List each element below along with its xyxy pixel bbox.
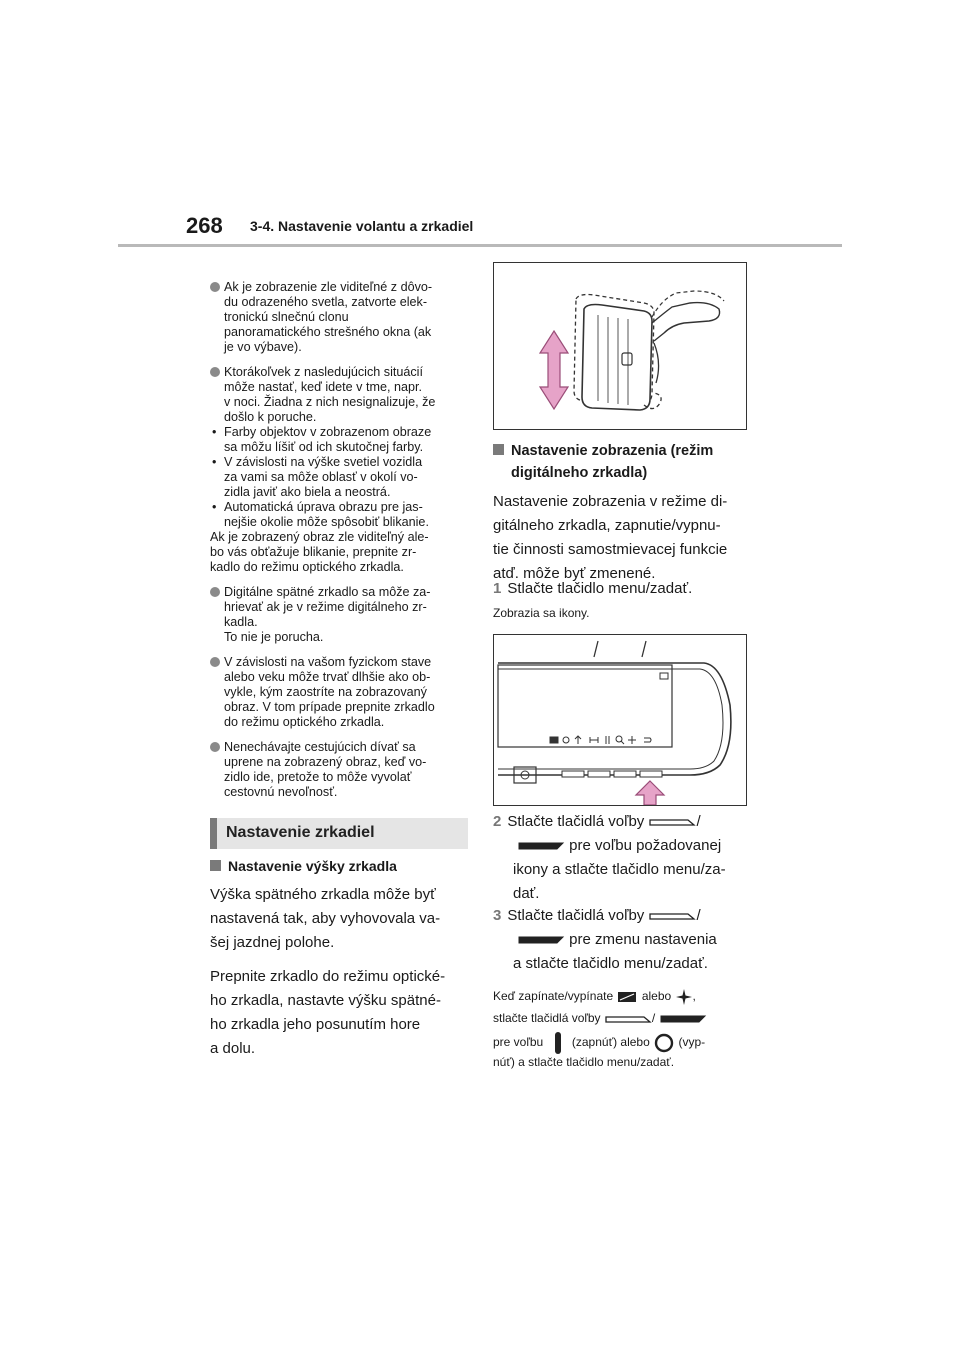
- intro-text: Nastavenie zobrazenia v režime di- gitálneho zrkadla, zapnutie/vypnu- tie činnosti samostmievacej funkcie atď. môže byť zmenené.: [493, 493, 728, 582]
- digital-mirror-figure: [493, 634, 747, 806]
- bullet-item: [210, 365, 472, 425]
- sub-bullet-icon: •: [212, 455, 217, 469]
- body-left: [210, 883, 472, 1071]
- select-down-button-icon: [659, 1014, 707, 1024]
- square-bullet-icon: [210, 860, 221, 871]
- bullet-text: Nenechávajte cestujúcich dívať sa uprene na zobrazený obraz, keď vo- zidlo ide, pretože to môže vyvolať cestovnú nevoľnosť.: [224, 740, 427, 799]
- subheading-display-adjust: Nastavenie zobrazenia (režim digitálneho zrkadla): [493, 440, 753, 484]
- bullet-icon: [210, 367, 220, 377]
- step-number: 1: [493, 580, 502, 597]
- trailing-text: Ak je zobrazený obraz zle viditeľný ale- bo vás obťažuje blikanie, prepnite zr- kadlo do režimu optického zrkadla.: [210, 530, 429, 574]
- mirror-mode-icon: [616, 990, 638, 1004]
- sub-item-text: V závislosti na výške svetiel vozidla za vami sa môže oblasť v okolí vo- zidla javiť ako biela a neostrá.: [224, 455, 423, 499]
- select-up-button-icon: [648, 817, 696, 827]
- paragraph: Výška spätného zrkadla môže byť nastavená tak, aby vyhovovala va- šej jazdnej polohe.: [210, 886, 441, 951]
- subheading-mirror-height: Nastavenie výšky zrkadla: [210, 858, 397, 874]
- section-title: 3-4. Nastavenie volantu a zrkadiel: [250, 218, 474, 234]
- sparkle-icon: [675, 988, 693, 1006]
- step-3: 3 Stlačte tlačidlá voľby / pre zmenu nastavenia a stlačte tlačidlo menu/zadať.: [493, 907, 717, 972]
- bullet-text: Ktorákoľvek z nasledujúcich situácií môže nastať, keď idete v tme, napr. v noci. Žiadna z nich nesignalizuje, že došlo k poruche.: [224, 365, 436, 424]
- digital-mirror-illustration: [494, 635, 746, 805]
- toggle-off-icon: [653, 1032, 675, 1054]
- select-down-button-icon: [517, 841, 565, 851]
- sub-item-text: Farby objektov v zobrazenom obraze sa môžu líšiť od ich skutočnej farby.: [224, 425, 432, 454]
- select-up-button-icon: [648, 911, 696, 921]
- bullet-text: V závislosti na vašom fyzickom stave alebo veku môže trvať dlhšie ako ob- vykle, kým zaostríte na zobrazovaný obraz. V tom prípade prepnite zrkadlo do režimu optického zrkadla.: [224, 655, 435, 729]
- select-down-button-icon: [517, 935, 565, 945]
- sub-item: [210, 455, 472, 500]
- paragraph: Prepnite zrkadlo do režimu optické- ho zrkadla, nastavte výšku spätné- ho zrkadla jeho posunutím hore a dolu.: [210, 968, 446, 1057]
- toggle-on-icon: [547, 1031, 569, 1055]
- step-1-note: Zobrazia sa ikony.: [493, 606, 590, 620]
- sub-item: [210, 425, 472, 455]
- bullet-item: [210, 280, 472, 355]
- bullet-icon: [210, 282, 220, 292]
- page-number: 268: [186, 213, 223, 238]
- bullet-item: [210, 655, 472, 730]
- square-bullet-icon: [493, 444, 504, 455]
- step-number: 2: [493, 813, 502, 830]
- step-1: 1 Stlačte tlačidlo menu/zadať.: [493, 580, 693, 597]
- bullet-icon: [210, 657, 220, 667]
- sub-item-text: Automatická úprava obrazu pre jas- nejšie okolie môže spôsobiť blikanie.: [224, 500, 429, 529]
- sub-bullet-icon: •: [212, 500, 217, 514]
- sub-bullet-icon: •: [212, 425, 217, 439]
- up-arrow-icon: [636, 781, 664, 805]
- bullet-icon: [210, 587, 220, 597]
- left-column: [210, 280, 472, 810]
- select-up-button-icon: [604, 1014, 652, 1024]
- bullet-text: Digitálne spätné zrkadlo sa môže za- hrievať ak je v režime digitálneho zr- kadla. To nie je porucha.: [224, 585, 431, 644]
- mirror-adjust-illustration: [494, 263, 746, 429]
- bullet-text: Ak je zobrazenie zle viditeľné z dôvo- du odrazeného svetla, zatvorte elek- tronickú slnečnú clonu panoramatického strešného okna (ak je vo výbave).: [224, 280, 433, 354]
- bullet-item: [210, 740, 472, 800]
- section-heading-box: [210, 818, 468, 849]
- toggle-note: Keď zapínate/vypínate alebo , stlačte tlačidlá voľby / pre voľbu (zapnúť) alebo (vyp- núť) a stlačte tlačidlo menu/zadať.: [493, 989, 706, 1069]
- section-heading: Nastavenie zrkadiel: [226, 824, 375, 841]
- header-rule: [118, 244, 842, 247]
- up-down-arrow-icon: [540, 331, 568, 409]
- step-number: 3: [493, 907, 502, 924]
- mirror-height-figure: [493, 262, 747, 430]
- step-2: 2 Stlačte tlačidlá voľby / pre voľbu požadovanej ikony a stlačte tlačidlo menu/za- dať.: [493, 813, 726, 902]
- sub-item: [210, 500, 472, 530]
- bullet-icon: [210, 742, 220, 752]
- bullet-item: [210, 585, 472, 645]
